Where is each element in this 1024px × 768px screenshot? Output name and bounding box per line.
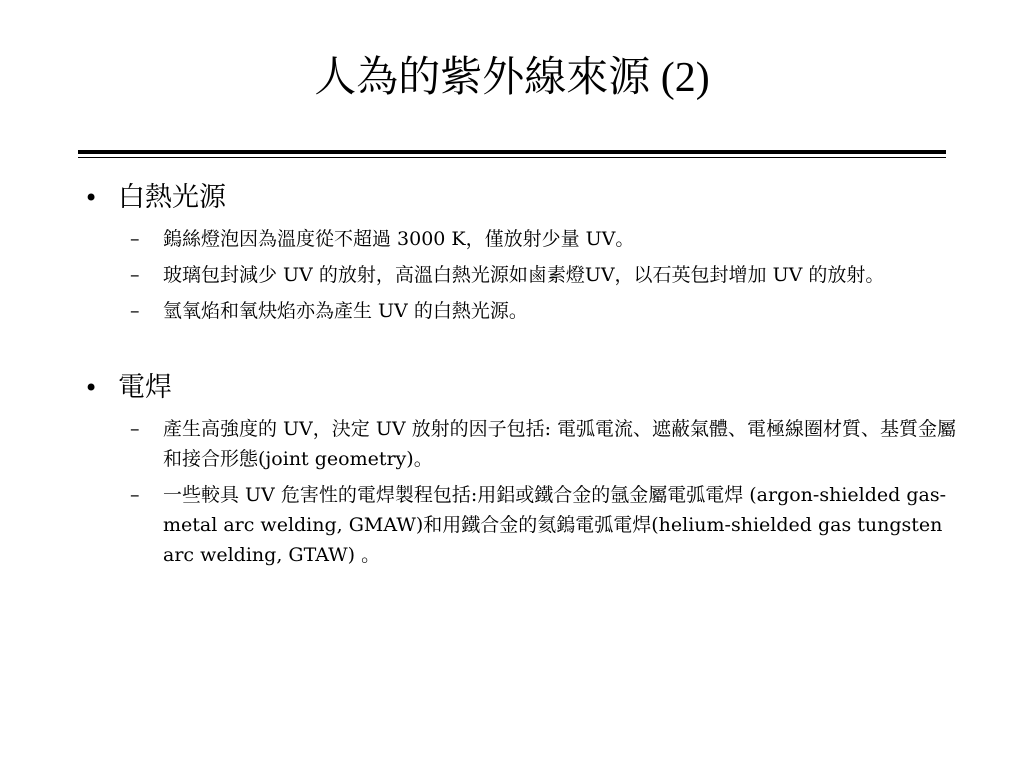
slide-content	[78, 178, 966, 612]
dash-marker: –	[130, 264, 140, 286]
sub-item	[78, 296, 966, 326]
sub-item	[78, 224, 966, 254]
title-divider-thick	[78, 150, 946, 154]
sub-item-text: 一些較具 UV 危害性的電焊製程包括:用鋁或鐵合金的氬金屬電弧電焊 (argon-shielded gas-metal arc welding, GMAW)和用鐵合金的氦鎢電弧電焊(helium-shielded gas tungsten arc welding, GTAW) 。	[163, 484, 946, 566]
sub-item-text: 產生高強度的 UV，決定 UV 放射的因子包括: 電弧電流、遮蔽氣體、電極線圈材質、基質金屬和接合形態(joint geometry)。	[163, 418, 957, 470]
dash-marker: –	[130, 484, 140, 506]
dash-marker: –	[130, 300, 140, 322]
bullet-marker: •	[84, 184, 99, 212]
bullet-marker: •	[84, 374, 99, 402]
sub-item	[78, 480, 966, 570]
section-incandescent	[78, 178, 966, 326]
slide-title: 人為的紫外線來源 (2)	[314, 55, 710, 101]
section-welding	[78, 368, 966, 570]
sub-item-text: 玻璃包封減少 UV 的放射，高溫白熱光源如鹵素燈UV，以石英包封增加 UV 的放射。	[163, 264, 885, 286]
dash-marker: –	[130, 418, 140, 440]
sub-item-text: 氫氧焰和氧炔焰亦為產生 UV 的白熱光源。	[163, 300, 528, 322]
dash-marker: –	[130, 228, 140, 250]
title-divider-thin	[78, 157, 946, 158]
sub-list	[78, 224, 966, 326]
bullet-item	[78, 178, 966, 218]
bullet-heading: 白熱光源	[118, 182, 226, 213]
sub-item-text: 鎢絲燈泡因為溫度從不超過 3000 K，僅放射少量 UV。	[163, 228, 635, 250]
bullet-item	[78, 368, 966, 408]
sub-item	[78, 260, 966, 290]
sub-list	[78, 414, 966, 570]
sub-item	[78, 414, 966, 474]
bullet-heading: 電焊	[118, 372, 172, 403]
